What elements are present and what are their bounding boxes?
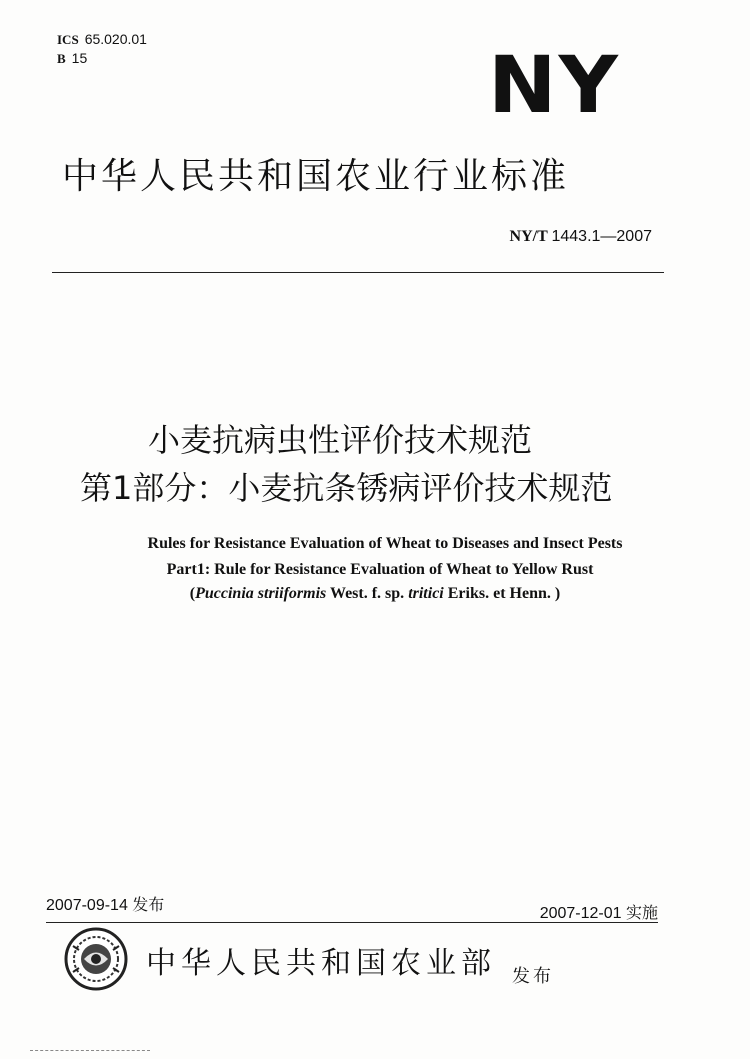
en-title-genus: Puccinia striiformis [195,585,327,602]
publish-date: 2007-09-14 发布 [46,897,165,914]
scan-edge-line [30,1050,150,1051]
header-divider [52,272,664,273]
zh-title-line1: 小麦抗病虫性评价技术规范 [148,421,533,459]
ics-label: ICS [57,32,79,47]
standard-number-prefix: NY/T [509,228,548,245]
en-title-open-paren: ( [189,585,196,602]
zh-title-line2: 第1部分：小麦抗条锈病评价技术规范 [80,469,613,507]
issue-label: 发布 [512,966,554,987]
footer-divider [46,922,658,923]
en-title-line3 [0,582,750,606]
standard-number [510,228,652,246]
ministry-emblem-icon [63,926,129,992]
en-title-species: tritici [408,585,444,602]
ccs-row [57,49,147,68]
ics-row [57,30,147,49]
issuing-authority: 中华人民共和国农业部 [146,946,496,981]
ccs-label: B [57,51,66,66]
standard-number-value: 1443.1—2007 [551,228,652,245]
ccs-code: 15 [71,50,88,66]
implement-date: 2007-12-01 实施 [539,905,658,922]
classification-codes [57,30,147,68]
ics-code: 65.020.01 [84,31,147,47]
en-title-line1: Rules for Resistance Evaluation of Wheat to Diseases and Insect Pests [147,535,623,552]
en-title-line2: Part1: Rule for Resistance Evaluation of Wheat to Yellow Rust [166,561,594,578]
standard-category-title: 中华人民共和国农业行业标准 [62,156,570,197]
ny-logo: NY [488,41,621,131]
en-title-mid: West. f. sp. [329,585,405,602]
en-title-authors: Eriks. et Henn. ) [447,585,561,602]
